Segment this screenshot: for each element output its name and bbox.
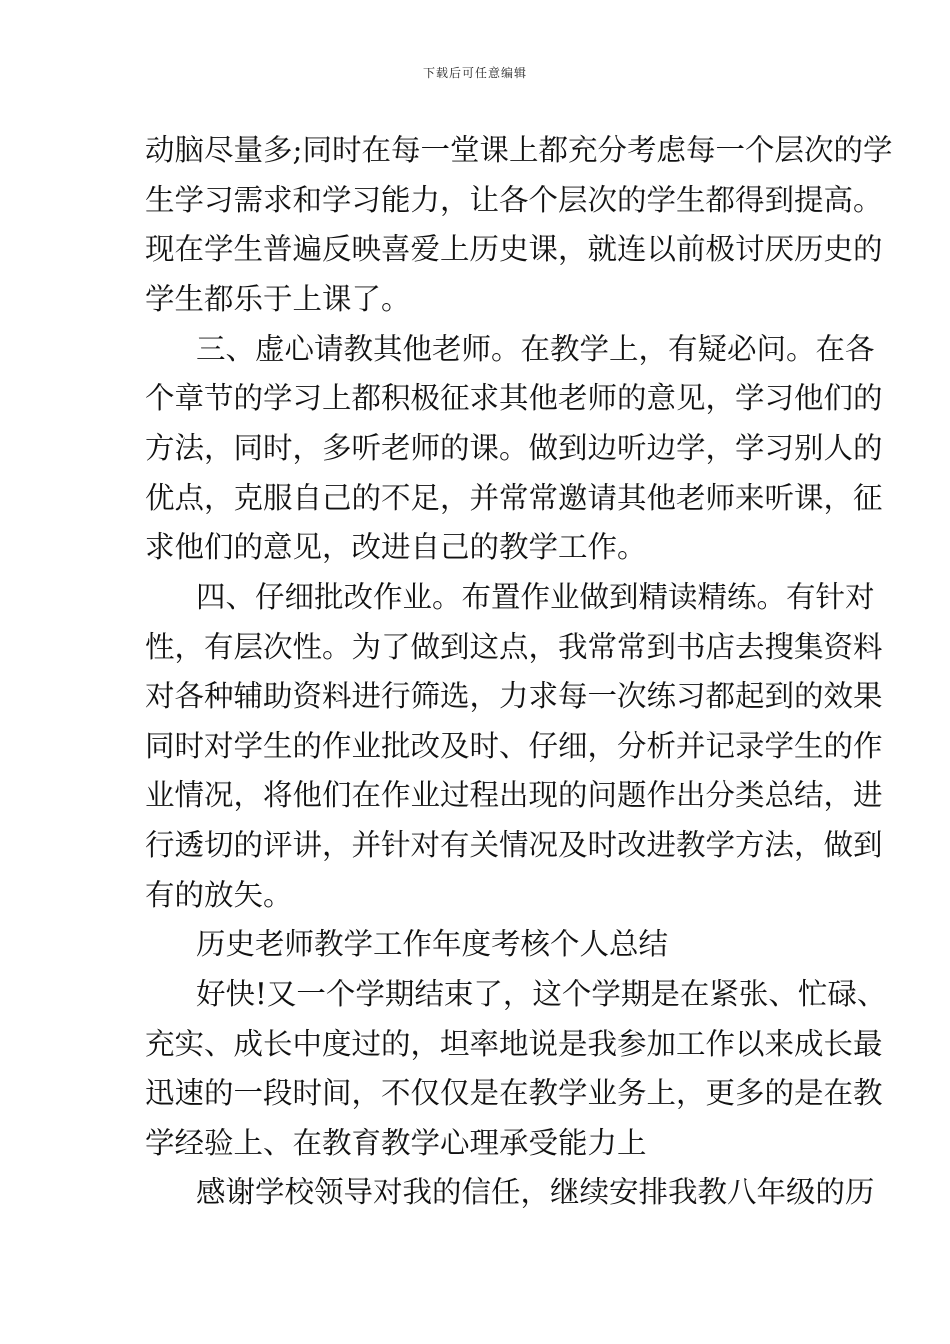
body-line: 感谢学校领导对我的信任，继续安排我教八年级的历 (196, 1175, 875, 1209)
body-line: 有的放矢。 (145, 878, 293, 912)
page-header: 下载后可任意编辑 (422, 66, 527, 80)
body-line: 四、仔细批改作业。布置作业做到精读精练。有针对 (196, 580, 875, 614)
body-line: 现在学生普遍反映喜爱上历史课，就连以前极讨厌历史的 (145, 232, 883, 266)
body-line: 生学习需求和学习能力，让各个层次的学生都得到提高。 (145, 183, 883, 217)
body-line: 业情况，将他们在作业过程出现的问题作出分类总结，进 (145, 778, 883, 812)
body-line: 性，有层次性。为了做到这点，我常常到书店去搜集资料 (145, 630, 883, 664)
body-line: 学经验上、在教育教学心理承受能力上 (145, 1126, 647, 1160)
body-line: 好快!又一个学期结束了，这个学期是在紧张、忙碌、 (196, 977, 887, 1011)
body-line: 同时对学生的作业批改及时、仔细，分析并记录学生的作 (145, 729, 883, 763)
body-line: 个章节的学习上都积极征求其他老师的意见，学习他们的 (145, 381, 883, 415)
section-title: 历史老师教学工作年度考核个人总结 (196, 927, 669, 961)
body-line: 充实、成长中度过的，坦率地说是我参加工作以来成长最 (145, 1027, 883, 1061)
body-line: 迅速的一段时间，不仅仅是在教学业务上，更多的是在教 (145, 1076, 883, 1110)
body-line: 行透切的评讲，并针对有关情况及时改进教学方法，做到 (145, 828, 883, 862)
body-line: 方法，同时，多听老师的课。做到边听边学，学习别人的 (145, 431, 883, 465)
body-line: 求他们的意见，改进自己的教学工作。 (145, 530, 647, 564)
body-line: 三、虚心请教其他老师。在教学上，有疑必问。在各 (196, 332, 875, 366)
body-line: 优点，克服自己的不足，并常常邀请其他老师来听课，征 (145, 481, 883, 515)
body-line: 对各种辅助资料进行筛选，力求每一次练习都起到的效果 (145, 679, 883, 713)
body-line: 学生都乐于上课了。 (145, 282, 411, 316)
body-line: 动脑尽量多;同时在每一堂课上都充分考虑每一个层次的学 (145, 133, 893, 167)
